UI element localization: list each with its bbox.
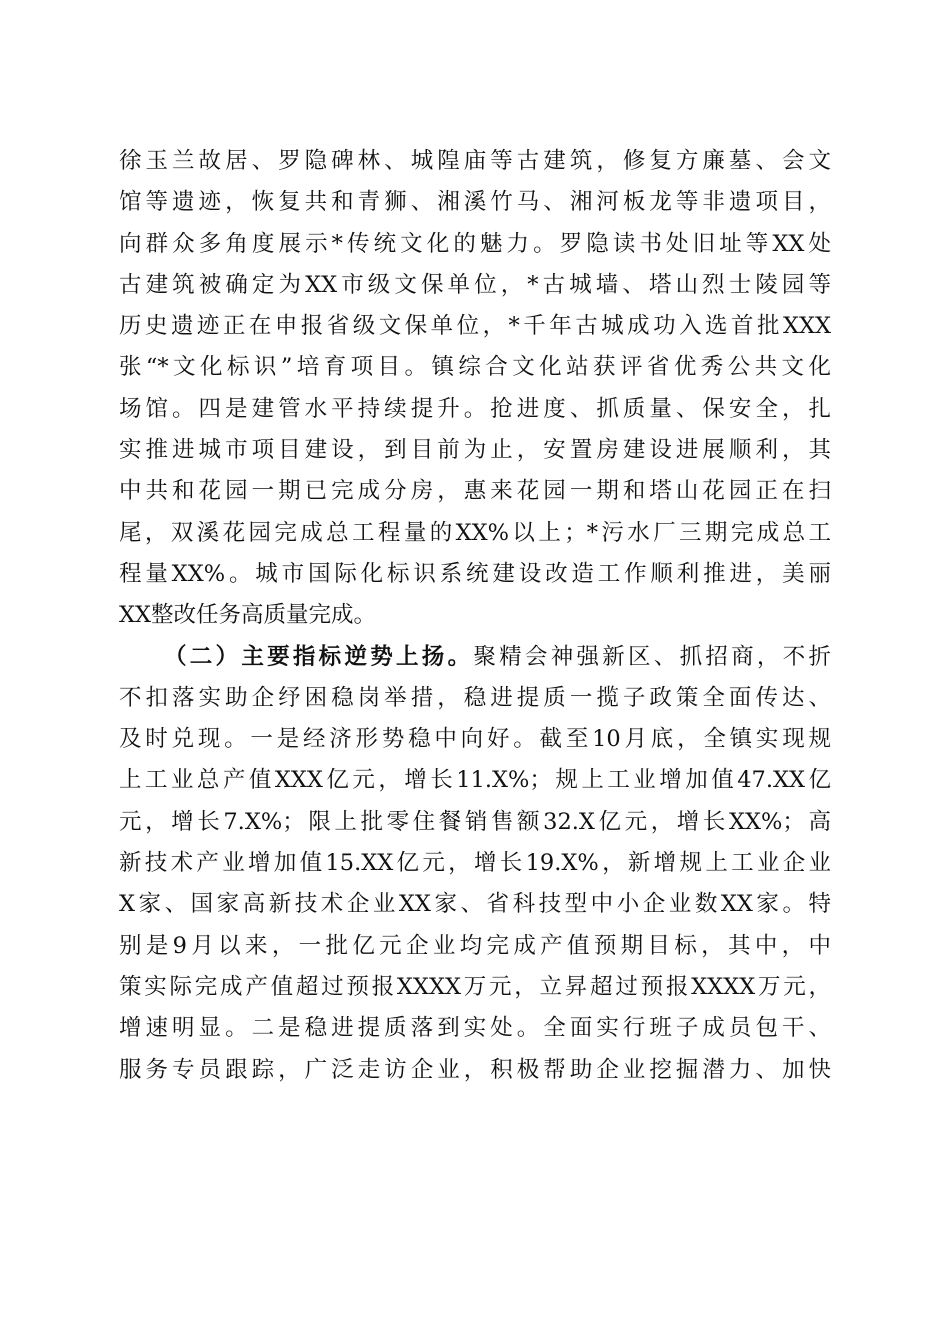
text-line: 张“*文化标识”培育项目。镇综合文化站获评省优秀公共文化	[119, 354, 831, 381]
text-line: 程量XX%。城市国际化标识系统建设改造工作顺利推进，美丽	[119, 560, 831, 587]
text-line: 及时兑现。一是经济形势稳中向好。截至10月底，全镇实现规	[119, 726, 831, 753]
paragraph-1	[119, 141, 831, 637]
text-line: 徐玉兰故居、罗隐碑林、城隍庙等古建筑，修复方廉墓、会文	[119, 148, 831, 174]
text-line: 不扣落实助企纾困稳岗举措，稳进提质一揽子政策全面传达、	[119, 684, 831, 711]
text-line: 服务专员跟踪，广泛走访企业，积极帮助企业挖掘潜力、加快	[119, 1056, 831, 1083]
text-line: 尾，双溪花园完成总工程量的XX%以上；*污水厂三期完成总工	[119, 519, 831, 546]
text-line: 馆等遗迹，恢复共和青狮、湘溪竹马、湘河板龙等非遗项目，	[119, 189, 831, 216]
text-line: 向群众多角度展示*传统文化的魅力。罗隐读书处旧址等XX处	[119, 230, 831, 257]
text-line: 历史遗迹正在申报省级文保单位，*千年古城成功入选首批XXX	[119, 313, 831, 340]
text-line: 实推进城市项目建设，到目前为止，安置房建设进展顺利，其	[119, 437, 831, 464]
text-line: 别是9月以来，一批亿元企业均完成产值预期目标，其中，中	[119, 932, 831, 959]
heading-line-text: 聚精会神强新区、抓招商，不折	[473, 643, 831, 670]
document-body	[119, 141, 831, 1091]
text-line: 中共和花园一期已完成分房，惠来花园一期和塔山花园正在扫	[119, 478, 831, 505]
section-heading: （二）主要指标逆势上扬。	[164, 643, 474, 670]
text-line: 增速明显。二是稳进提质落到实处。全面实行班子成员包干、	[119, 1015, 831, 1042]
text-line: 上工业总产值XXX亿元，增长11.X%；规上工业增加值47.XX亿	[119, 767, 831, 794]
text-line: 元，增长7.X%；限上批零住餐销售额32.X亿元，增长XX%；高	[119, 808, 831, 835]
text-line: 新技术产业增加值15.XX亿元，增长19.X%，新增规上工业企业	[119, 850, 831, 877]
paragraph-2	[119, 637, 831, 1091]
text-line	[119, 637, 831, 678]
text-line: 策实际完成产值超过预报XXXX万元，立昇超过预报XXXX万元，	[119, 973, 831, 1000]
text-line: 场馆。四是建管水平持续提升。抢进度、抓质量、保安全，扎	[119, 395, 831, 422]
text-line: X家、国家高新技术企业XX家、省科技型中小企业数XX家。特	[119, 891, 831, 918]
text-line: XX整改任务高质量完成。	[119, 602, 377, 629]
text-line: 古建筑被确定为XX市级文保单位，*古城墙、塔山烈士陵园等	[119, 271, 831, 298]
